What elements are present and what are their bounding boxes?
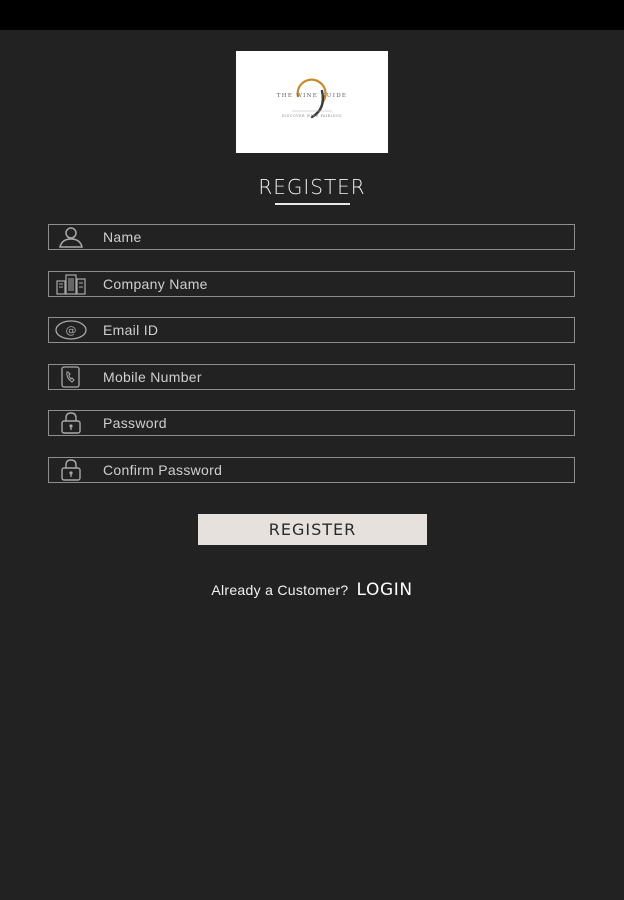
email-input[interactable] (93, 318, 574, 342)
name-input[interactable] (93, 225, 574, 249)
company-name-field[interactable] (48, 271, 575, 297)
password-field[interactable] (48, 410, 575, 436)
status-bar (0, 0, 624, 30)
login-row (0, 580, 624, 600)
password-input[interactable] (93, 411, 574, 435)
wine-logo-graphic (236, 51, 388, 153)
lock-icon (49, 411, 93, 435)
building-icon (49, 272, 93, 296)
confirm-password-field[interactable] (48, 457, 575, 483)
lock-icon (49, 458, 93, 482)
logo-brand-text: THE WINE GUIDE (276, 93, 348, 99)
title-underline (275, 203, 350, 205)
company-name-input[interactable] (93, 272, 574, 296)
svg-text:@: @ (65, 324, 77, 337)
page-title: REGISTER (258, 175, 366, 199)
phone-icon (49, 365, 93, 389)
email-field[interactable] (48, 317, 575, 343)
mobile-number-field[interactable] (48, 364, 575, 390)
app-logo (236, 51, 388, 153)
name-field[interactable] (48, 224, 575, 250)
user-icon (49, 225, 93, 249)
login-question-text: Already a Customer? (211, 582, 349, 598)
register-button[interactable]: REGISTER (198, 514, 427, 545)
at-sign-icon (49, 318, 93, 342)
login-link[interactable]: LOGIN (356, 580, 413, 600)
mobile-number-input[interactable] (93, 365, 574, 389)
logo-tagline-text: DISCOVER WINE PAIRINGS (281, 114, 343, 118)
confirm-password-input[interactable] (93, 458, 574, 482)
